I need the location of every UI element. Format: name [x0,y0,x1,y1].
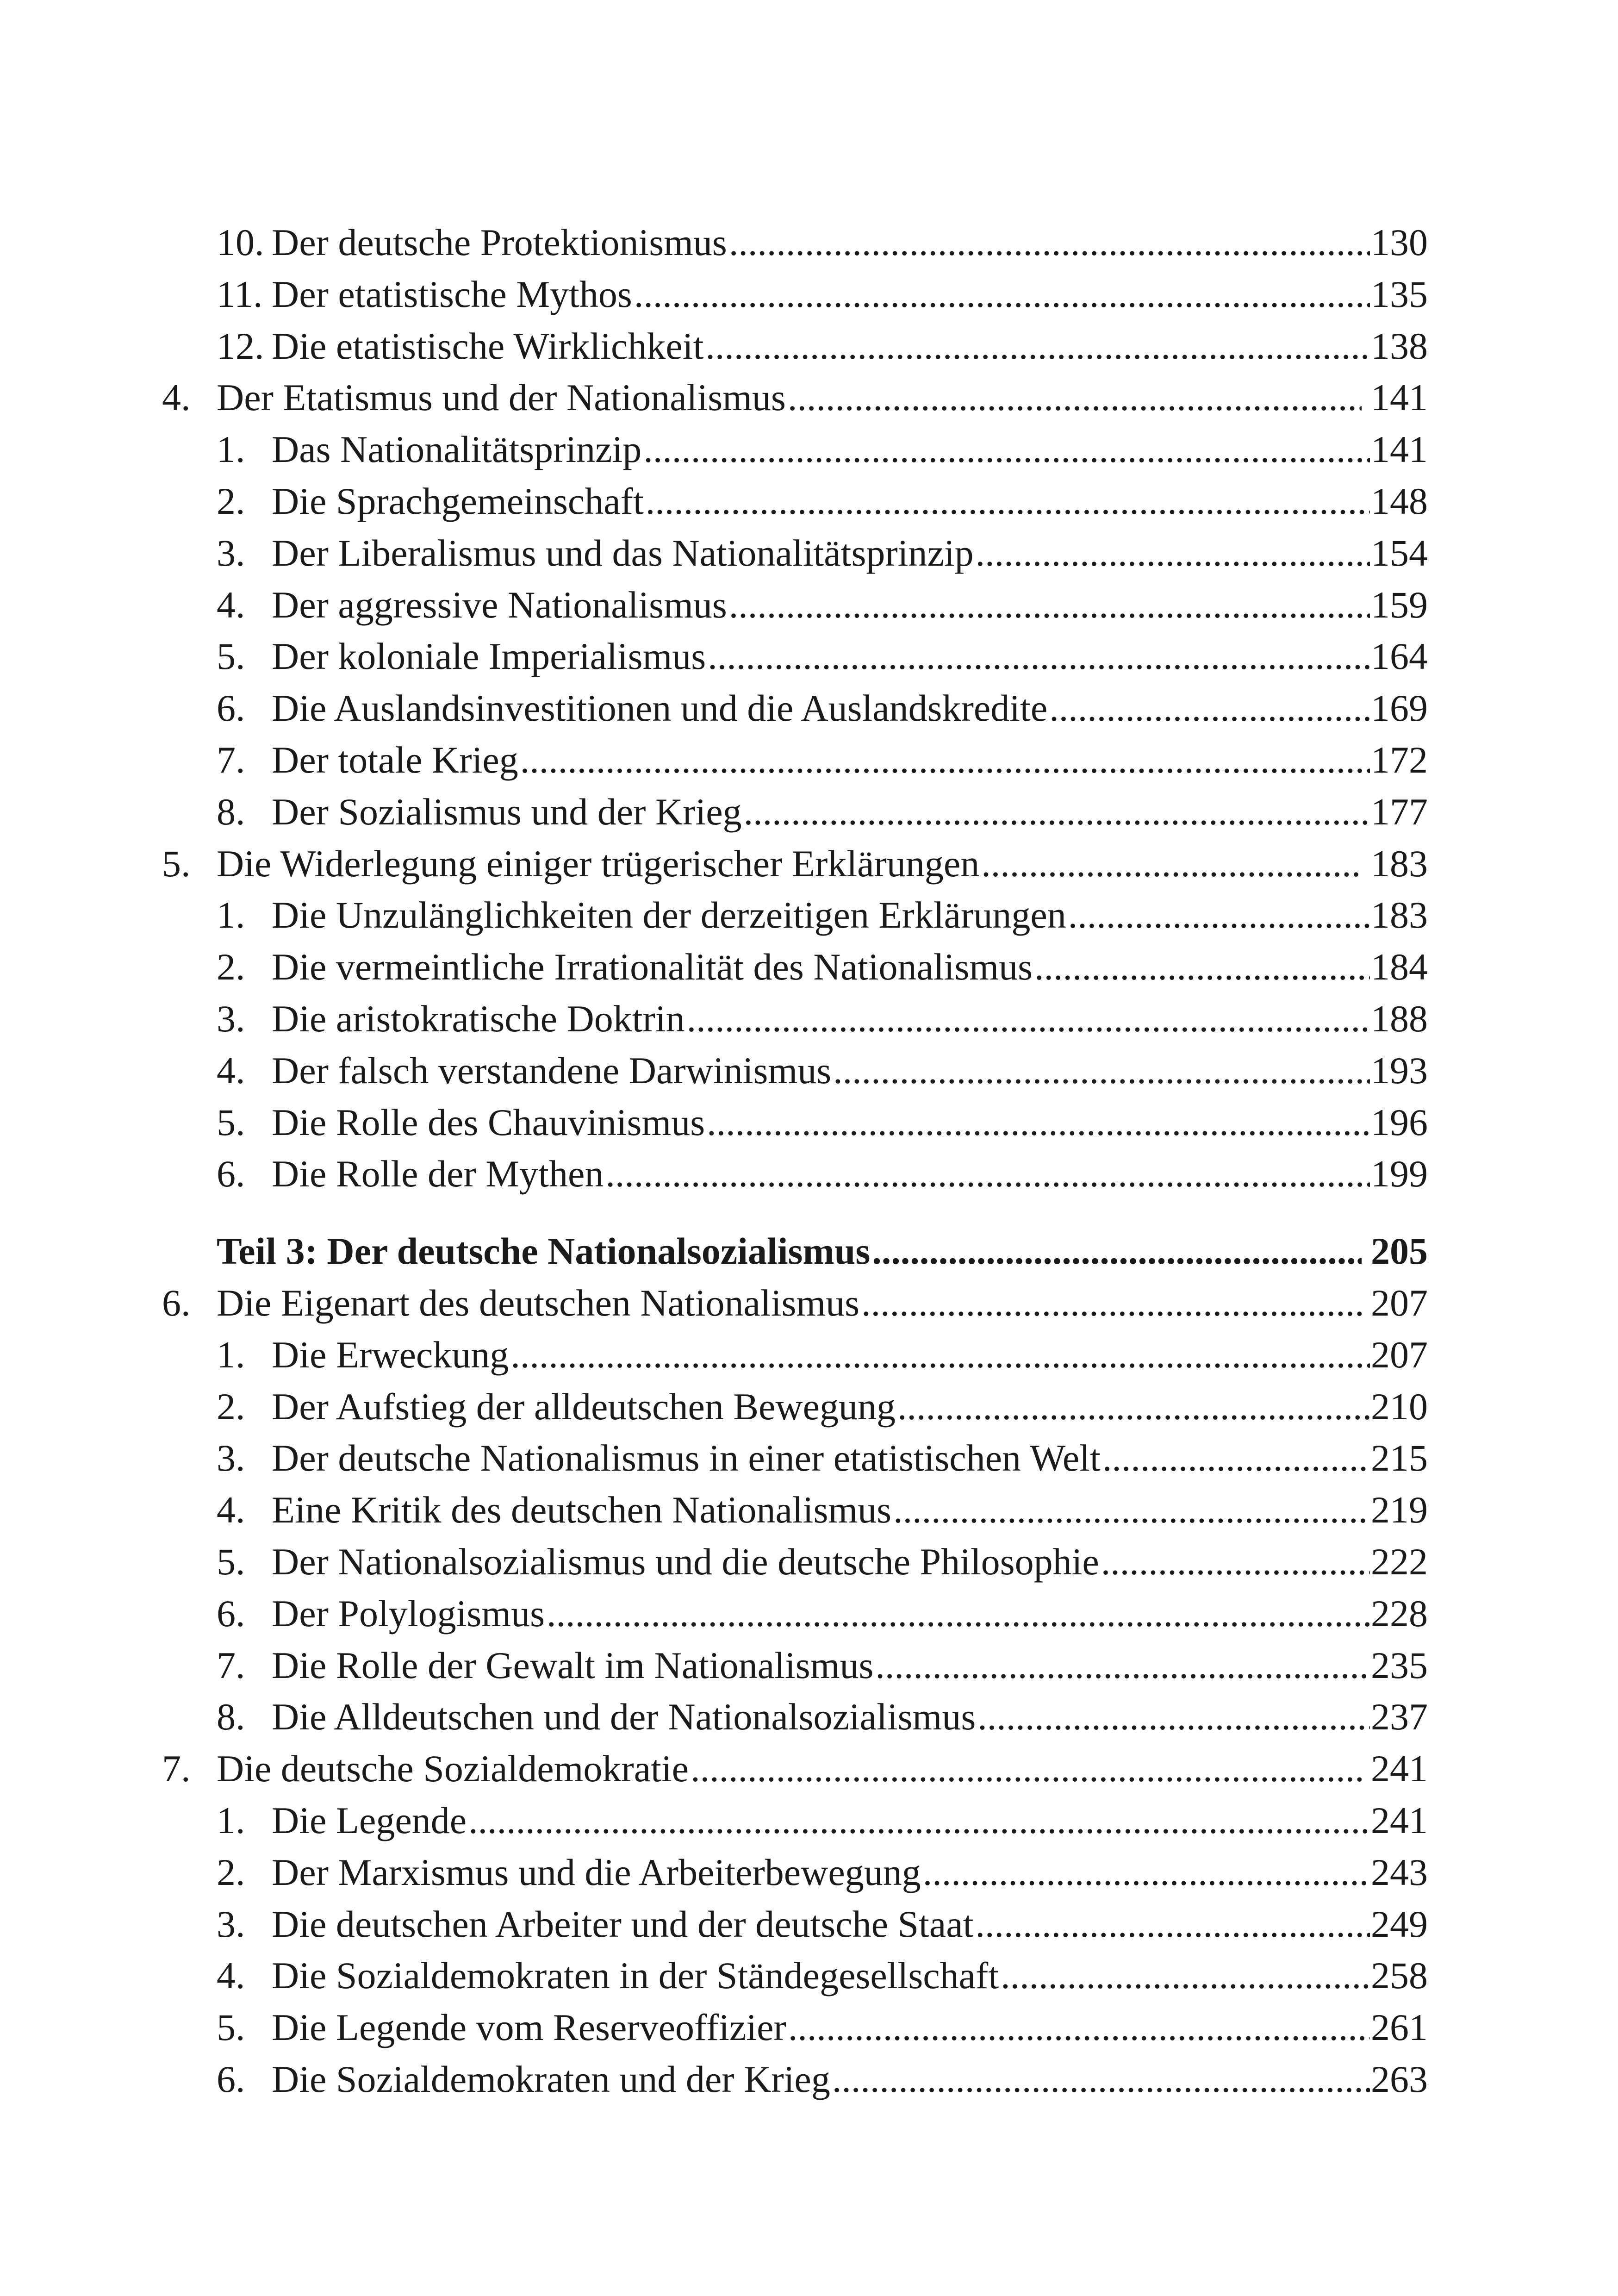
toc-entry-line [217,1743,1428,1795]
toc-entry-line [272,424,1428,475]
toc-section-entry [162,1536,1428,1588]
toc-section-entry [162,630,1428,682]
toc-entry-title: Die Auslandsinvestitionen und die Auslandskredite [272,687,1048,730]
toc-entry-line [272,1795,1428,1847]
toc-section-entry [162,1329,1428,1381]
toc-entry-number: 3. [217,531,245,574]
toc-entry-line [272,682,1428,734]
toc-entry-line [272,1484,1428,1536]
toc-entry-line [272,630,1428,682]
toc-entry-title: Die aristokratische Doktrin [272,997,685,1040]
toc-entry-title: Die etatistische Wirklichkeit [272,324,704,367]
toc-entry-line [272,1847,1428,1898]
toc-entry-title: Der aggressive Nationalismus [272,583,727,626]
toc-entry-page-number: 205 [1371,1230,1428,1273]
toc-entry-title: Der koloniale Imperialismus [272,635,706,678]
toc-entry-page-number: 237 [1371,1696,1428,1738]
toc-entry-title: Die Eigenart des deutschen Nationalismus [217,1281,860,1324]
toc-entry-line [272,1148,1428,1200]
toc-section-entry [162,889,1428,941]
toc-entry-line [272,889,1428,941]
toc-entry-page-number: 183 [1371,894,1428,936]
toc-section-entry [162,1097,1428,1148]
toc-entry-line [272,786,1428,838]
toc-entry-line [272,734,1428,786]
toc-section-entry [162,268,1428,320]
toc-entry-title: Eine Kritik des deutschen Nationalismus [272,1489,892,1531]
toc-section-entry [162,475,1428,527]
dot-leader [646,475,1370,527]
toc-section-entry [162,1432,1428,1484]
toc-section-entry [162,217,1428,268]
dot-leader [705,320,1370,372]
toc-entry-page-number: 222 [1371,1540,1428,1583]
toc-entry-line [272,1432,1428,1484]
toc-entry-title: Teil 3: Der deutsche Nationalsozialismus [217,1230,871,1273]
toc-entry-title: Die Rolle der Mythen [272,1153,604,1195]
toc-section-entry [162,527,1428,579]
toc-entry-title: Das Nationalitätsprinzip [272,428,642,471]
toc-entry-number: 4. [162,376,191,419]
toc-entry-title: Der Nationalsozialismus und die deutsche Philosophie [272,1540,1099,1583]
toc-entry-number: 2. [217,480,245,522]
dot-leader [897,1381,1370,1433]
toc-entry-page-number: 228 [1371,1592,1428,1635]
toc-section-entry [162,1381,1428,1433]
toc-entry-page-number: 249 [1371,1903,1428,1945]
toc-section-entry [162,424,1428,475]
toc-entry-title: Der etatistische Mythos [272,273,632,315]
dot-leader [707,1097,1370,1148]
toc-entry-title: Die deutsche Sozialdemokratie [217,1747,689,1790]
toc-entry-number: 8. [217,1696,245,1738]
toc-entry-line [272,1329,1428,1381]
toc-entry-page-number: 235 [1371,1644,1428,1686]
toc-entry-title: Die Legende vom Reserveoffizier [272,2006,786,2049]
dot-leader [832,2053,1370,2105]
toc-entry-number: 6. [217,1592,245,1635]
dot-leader [788,2002,1370,2053]
dot-leader [861,1277,1362,1329]
dot-leader [976,527,1370,579]
toc-entry-number: 2. [217,946,245,988]
toc-entry-title: Der Sozialismus und der Krieg [272,790,742,833]
toc-entry-page-number: 258 [1371,1954,1428,1997]
toc-entry-number: 2. [217,1851,245,1893]
toc-section-entry [162,993,1428,1045]
toc-chapter-entry [162,1277,1428,1329]
dot-leader [977,1691,1370,1743]
dot-leader [923,1847,1370,1898]
dot-leader [468,1795,1370,1847]
toc-section-entry [162,1898,1428,1950]
toc-entry-line [272,1898,1428,1950]
toc-entry-title: Die vermeintliche Irrationalität des Nationalismus [272,946,1033,988]
toc-entry-title: Die Legende [272,1799,467,1841]
toc-entry-title: Die Sprachgemeinschaft [272,480,644,522]
toc-entry-title: Der Etatismus und der Nationalismus [217,376,786,419]
toc-entry-number: 4. [217,583,245,626]
toc-entry-page-number: 135 [1371,273,1428,315]
toc-entry-number: 4. [217,1954,245,1997]
toc-section-entry [162,786,1428,838]
toc-section-entry [162,579,1428,631]
toc-entry-number: 5. [162,842,191,885]
toc-entry-title: Die Rolle des Chauvinismus [272,1101,705,1143]
toc-entry-title: Die deutschen Arbeiter und der deutsche Staat [272,1903,974,1945]
toc-entry-line [272,527,1428,579]
toc-entry-page-number: 196 [1371,1101,1428,1143]
dot-leader [1102,1432,1370,1484]
toc-entry-number: 6. [162,1281,191,1324]
dot-leader [1049,682,1370,734]
toc-entry-line [272,1588,1428,1640]
toc-section-entry [162,734,1428,786]
dot-leader [975,1898,1370,1950]
toc-entry-line [272,1045,1428,1097]
toc-entry-number: 7. [162,1747,191,1790]
toc-entry-page-number: 261 [1371,2006,1428,2049]
toc-entry-title: Der totale Krieg [272,738,518,781]
toc-entry-line [272,1536,1428,1588]
toc-entry-number: 7. [217,1644,245,1686]
toc-entry-number: 1. [217,894,245,936]
toc-entry-number: 5. [217,2006,245,2049]
toc-entry-line [217,838,1428,890]
toc-entry-title: Die Unzulänglichkeiten der derzeitigen Erklärungen [272,894,1066,936]
toc-section-entry [162,1691,1428,1743]
toc-entry-number: 1. [217,1799,245,1841]
toc-entry-page-number: 130 [1371,221,1428,263]
dot-leader [605,1148,1370,1200]
toc-entry-line [272,320,1428,372]
toc-entry-page-number: 193 [1371,1049,1428,1092]
dot-leader [643,424,1370,475]
toc-entry-page-number: 210 [1371,1385,1428,1428]
toc-chapter-entry [162,372,1428,424]
toc-entry-title: Die Erweckung [272,1333,509,1376]
toc-entry-number: 4. [217,1049,245,1092]
toc-entry-number: 3. [217,1437,245,1479]
toc-entry-page-number: 207 [1371,1333,1428,1376]
toc-section-entry [162,2002,1428,2053]
toc-section-entry [162,1484,1428,1536]
dot-leader [833,1045,1370,1097]
dot-leader [893,1484,1370,1536]
toc-entry-page-number: 207 [1371,1281,1428,1324]
toc-entry-line [217,1277,1428,1329]
toc-entry-page-number: 188 [1371,997,1428,1040]
toc-section-entry [162,1847,1428,1898]
toc-entry-number: 5. [217,1101,245,1143]
toc-entry-title: Die Widerlegung einiger trügerischer Erklärungen [217,842,980,885]
toc-section-entry [162,682,1428,734]
toc-entry-title: Der Polylogismus [272,1592,545,1635]
dot-leader [520,734,1370,786]
toc-entry-number: 11. [217,273,263,315]
toc-entry-title: Die Alldeutschen und der Nationalsozialismus [272,1696,976,1738]
toc-entry-page-number: 159 [1371,583,1428,626]
toc-entry-title: Die Sozialdemokraten in der Ständegesellschaft [272,1954,999,1997]
toc-entry-page-number: 199 [1371,1153,1428,1195]
toc-part-heading [162,1225,1428,1277]
toc-entry-line [272,993,1428,1045]
dot-leader [872,1225,1362,1277]
toc-section-entry [162,1950,1428,2002]
toc-entry-page-number: 172 [1371,738,1428,781]
dot-leader [634,268,1370,320]
toc-entry-number: 6. [217,2058,245,2100]
toc-entry-page-number: 184 [1371,946,1428,988]
toc-entry-line [272,217,1428,268]
toc-section-entry [162,1795,1428,1847]
toc-entry-line [272,1950,1428,2002]
toc-entry-title: Die Rolle der Gewalt im Nationalismus [272,1644,874,1686]
toc-entry-title: Der deutsche Nationalismus in einer etatistischen Welt [272,1437,1101,1479]
toc-entry-number: 5. [217,1540,245,1583]
dot-leader [875,1640,1370,1691]
dot-leader [510,1329,1370,1381]
dot-leader [788,372,1362,424]
toc-entry-page-number: 138 [1371,324,1428,367]
toc-section-entry [162,1045,1428,1097]
toc-section-entry [162,1148,1428,1200]
toc-entry-number: 6. [217,687,245,730]
dot-leader [1034,941,1370,993]
toc-entry-page-number: 241 [1371,1747,1428,1790]
toc-entry-number: 1. [217,428,245,471]
dot-leader [1068,889,1370,941]
toc-entry-line [272,941,1428,993]
toc-entry-line [272,1640,1428,1691]
toc-chapter-entry [162,1743,1428,1795]
toc-entry-number: 1. [217,1333,245,1376]
toc-entry-page-number: 219 [1371,1489,1428,1531]
toc-entry-page-number: 141 [1371,376,1428,419]
toc-entry-page-number: 169 [1371,687,1428,730]
toc-section-entry [162,2053,1428,2105]
toc-entry-page-number: 141 [1371,428,1428,471]
toc-entry-number: 6. [217,1153,245,1195]
toc-entry-number: 12. [217,324,264,367]
toc-section-entry [162,1588,1428,1640]
toc-entry-page-number: 243 [1371,1851,1428,1893]
toc-entry-page-number: 148 [1371,480,1428,522]
dot-leader [687,993,1370,1045]
toc-entry-number: 7. [217,738,245,781]
toc-entry-page-number: 241 [1371,1799,1428,1841]
toc-entry-title: Der Marxismus und die Arbeiterbewegung [272,1851,921,1893]
toc-entry-line [217,1225,1428,1277]
toc-entry-line [217,372,1428,424]
dot-leader [729,579,1370,631]
toc-entry-number: 2. [217,1385,245,1428]
toc-entry-line [272,1691,1428,1743]
toc-entry-number: 4. [217,1489,245,1531]
toc-entry-title: Der Aufstieg der alldeutschen Bewegung [272,1385,896,1428]
toc-entry-title: Der falsch verstandene Darwinismus [272,1049,832,1092]
toc-entry-title: Der deutsche Protektionismus [272,221,727,263]
toc-entry-number: 3. [217,997,245,1040]
toc-entry-page-number: 177 [1371,790,1428,833]
toc-entry-title: Die Sozialdemokraten und der Krieg [272,2058,830,2100]
dot-leader [1001,1950,1370,2002]
toc-entry-number: 3. [217,1903,245,1945]
toc-entry-title: Der Liberalismus und das Nationalitätsprinzip [272,531,974,574]
toc-entry-page-number: 183 [1371,842,1428,885]
toc-entry-line [272,2053,1428,2105]
dot-leader [708,630,1370,682]
toc-entry-number: 5. [217,635,245,678]
toc-entry-line [272,2002,1428,2053]
toc-entry-number: 10. [217,221,264,263]
toc-entry-line [272,268,1428,320]
toc-entry-line [272,1381,1428,1433]
toc-entry-line [272,579,1428,631]
dot-leader [547,1588,1370,1640]
toc-entry-page-number: 263 [1371,2058,1428,2100]
toc-entry-number: 8. [217,790,245,833]
toc-entry-page-number: 215 [1371,1437,1428,1479]
toc-chapter-entry [162,838,1428,890]
dot-leader [744,786,1370,838]
section-spacer [162,1200,1428,1225]
dot-leader [729,217,1370,268]
table-of-contents [162,217,1428,2105]
toc-section-entry [162,941,1428,993]
dot-leader [691,1743,1362,1795]
dot-leader [1101,1536,1370,1588]
toc-entry-line [272,475,1428,527]
toc-section-entry [162,1640,1428,1691]
dot-leader [981,838,1362,890]
toc-entry-line [272,1097,1428,1148]
toc-entry-page-number: 154 [1371,531,1428,574]
toc-section-entry [162,320,1428,372]
toc-entry-page-number: 164 [1371,635,1428,678]
